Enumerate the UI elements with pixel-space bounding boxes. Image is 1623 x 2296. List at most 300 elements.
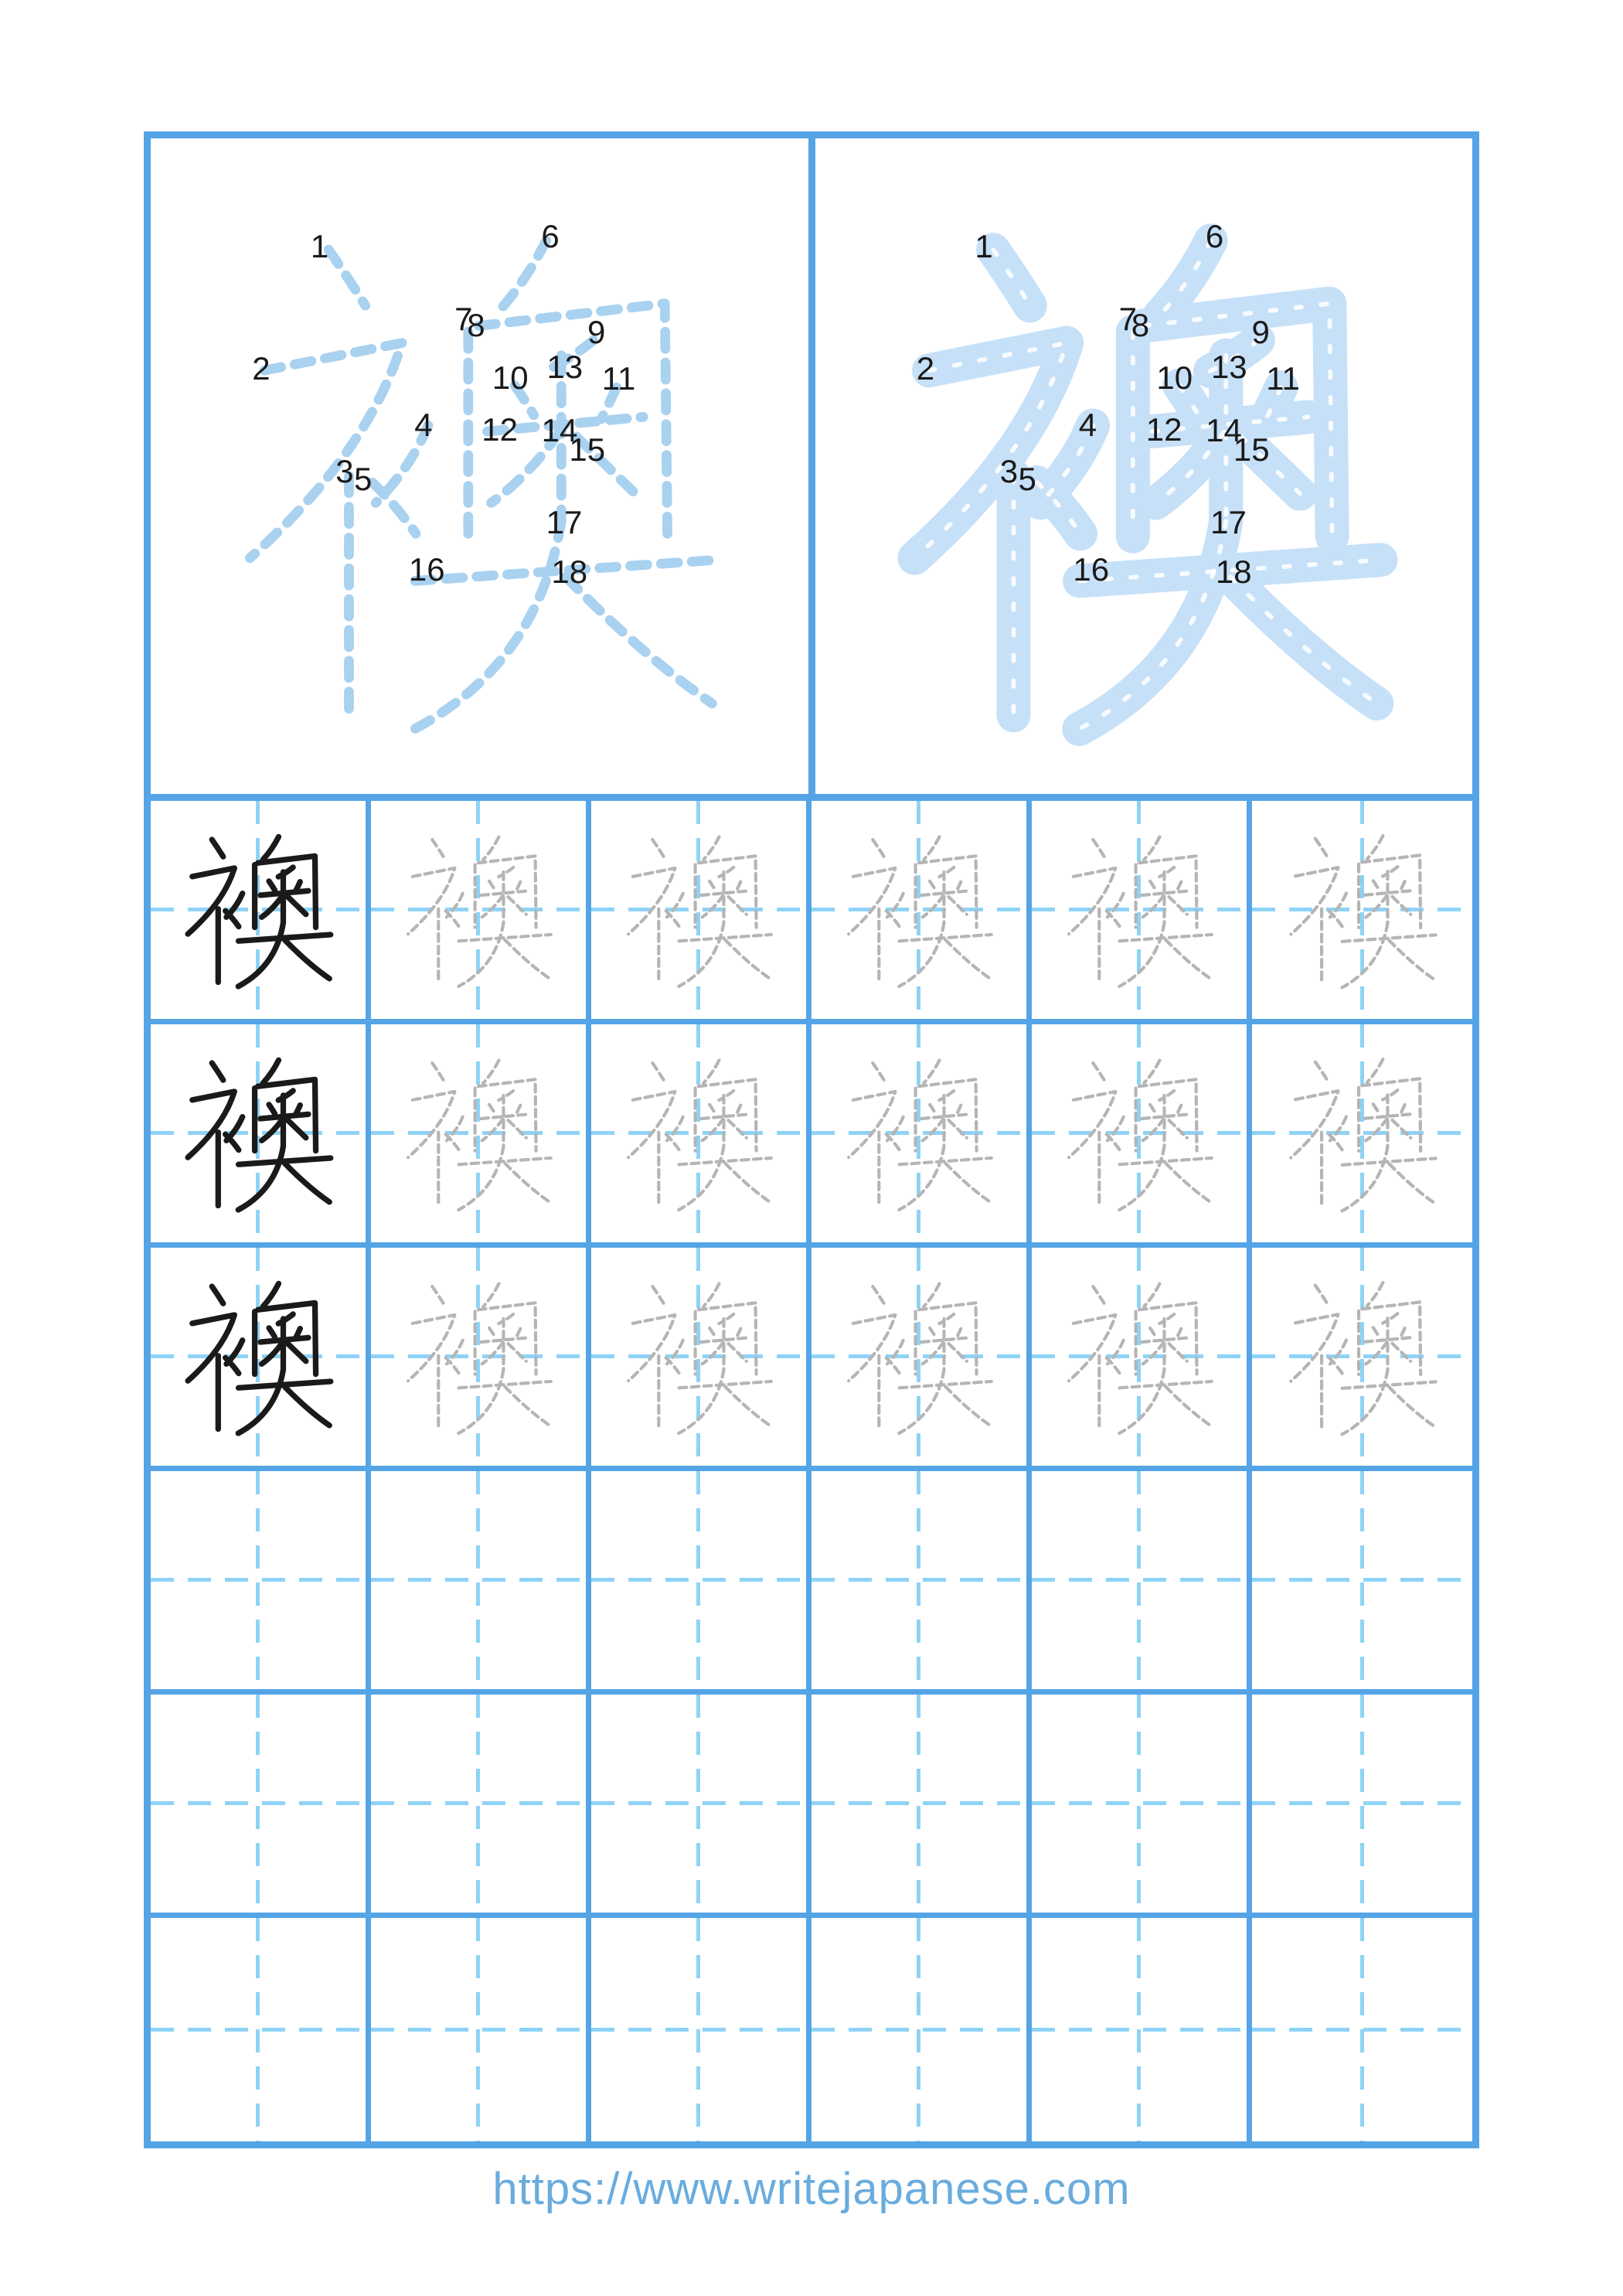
kanji-stroke [849,868,895,934]
kanji-stroke [483,1060,498,1083]
kanji-strokes-trace [591,1024,806,1242]
kanji-stroke [432,840,444,857]
kanji-stroke [939,1091,954,1100]
kanji-stroke [956,1105,961,1115]
stroke-number-14: 14 [1206,412,1242,449]
kanji-stroke [703,1283,719,1306]
kanji-stroke [666,1134,679,1150]
kanji-stroke [446,911,459,926]
kanji-stroke [508,1120,526,1138]
kanji-stroke [1393,1120,1411,1138]
example-kanji-cell [151,1024,371,1248]
kanji-stroke [1093,840,1104,857]
stroke-number-14: 14 [541,412,578,449]
practice-cell [151,1918,371,2141]
kanji-stroke [238,923,283,986]
kanji-stroke [1165,940,1210,979]
kanji-stroke [1366,1342,1387,1364]
kanji-stroke [948,1120,966,1138]
kanji-stroke [886,1358,900,1373]
stroke-number-18: 18 [551,554,588,591]
practice-cell [371,1918,591,2141]
kanji-stroke [849,1092,895,1157]
kanji-stroke [1143,1119,1164,1140]
kanji-stroke [483,836,498,860]
kanji-strokes-trace [812,1024,1026,1242]
kanji-stroke [1393,1344,1411,1361]
kanji-stroke [212,840,223,857]
kanji-stroke [1143,895,1164,917]
kanji-stroke [269,1328,275,1337]
kanji-stroke [269,1105,275,1114]
kanji-stroke [924,1283,939,1306]
stroke-number-11: 11 [1266,360,1300,397]
stroke-number-4: 4 [414,406,433,443]
stroke-number-16: 16 [408,550,445,588]
kanji-stroke [188,868,234,934]
practice-cell [591,1471,812,1695]
kanji-stroke [288,897,305,915]
kanji-stroke [1176,882,1181,891]
practice-cell [1252,1471,1472,1695]
kanji-stroke [1367,836,1383,859]
horizontal-center-guide [1252,1578,1472,1582]
kanji-stroke [736,1329,740,1338]
kanji-stroke [1069,1092,1115,1157]
kanji-stroke [1329,911,1342,927]
stroke-number-9: 9 [1251,314,1270,350]
kanji-stroke [873,840,884,857]
kanji-stroke [515,1105,520,1115]
kanji-stroke [288,1120,305,1138]
kanji-stroke [1069,1315,1115,1381]
horizontal-center-guide [371,2028,586,2032]
kanji-stroke [914,343,1067,558]
kanji-strokes-ink [151,801,366,1019]
trace-kanji-cell [591,1024,812,1248]
horizontal-center-guide [812,2028,1026,2032]
kanji-stroke [728,1120,746,1138]
practice-cell [151,1695,371,1918]
kanji-stroke [652,840,664,857]
kanji-stroke [728,1344,746,1361]
kanji-stroke [1315,1062,1327,1079]
kanji-stroke [703,836,719,860]
kanji-stroke [1366,1119,1387,1140]
kanji-stroke [924,836,939,860]
kanji-stroke [1383,1313,1397,1323]
kanji-stroke [1150,1105,1156,1114]
trace-kanji-cell [591,1248,812,1471]
kanji-stroke [1176,1105,1181,1115]
trace-kanji-cell [1252,801,1472,1024]
kanji-stroke [709,1328,716,1337]
kanji-stroke [284,1387,329,1426]
kanji-stroke [709,881,716,891]
kanji-stroke [1143,1342,1164,1364]
practice-cell [812,1695,1032,1918]
trace-kanji-cell [1032,1248,1252,1471]
kanji-stroke [1393,897,1411,915]
kanji-stroke [505,940,550,979]
stroke-number-5: 5 [354,460,373,497]
kanji-stroke [652,1286,664,1303]
kanji-stroke [432,1286,444,1303]
stroke-number-1: 1 [310,227,329,264]
kanji-stroke [939,1314,954,1323]
kanji-stroke [945,1387,990,1426]
kanji-strokes-ink [151,1248,366,1466]
kanji-stroke [1093,1063,1104,1080]
trace-kanji-cell [1032,1024,1252,1248]
kanji-stroke [498,867,513,877]
kanji-strokes-trace [1252,1024,1472,1242]
stroke-number-2: 2 [916,350,935,387]
kanji-stroke [1169,1120,1186,1138]
kanji-stroke [408,868,454,934]
kanji-stroke [1291,1314,1338,1381]
kanji-stroke [679,923,723,986]
kanji-stroke [495,240,546,315]
kanji-stroke [886,1134,900,1150]
kanji-stroke [1367,1059,1383,1082]
kanji-stroke [1144,1060,1159,1083]
kanji-stroke [924,1060,939,1083]
stroke-number-13: 13 [546,348,584,385]
trace-kanji-cell [371,1248,591,1471]
kanji-stroke [1159,867,1174,877]
horizontal-center-guide [591,1801,806,1805]
kanji-stroke [1373,881,1380,890]
horizontal-center-guide [591,1578,806,1582]
kanji-stroke [446,1134,459,1150]
kanji-stroke [1373,1104,1380,1113]
kanji-stroke [262,895,283,917]
website-url: https://www.writejapanese.com [492,2164,1131,2214]
kanji-stroke [1400,1328,1405,1338]
kanji-strokes-trace [1032,801,1247,1019]
kanji-stroke [628,1092,675,1157]
kanji-stroke [1107,911,1120,926]
kanji-stroke [930,1328,936,1337]
stroke-number-5: 5 [1018,460,1036,497]
kanji-stroke [489,881,495,891]
kanji-stroke [1119,1146,1164,1210]
kanji-stroke [498,1091,513,1100]
kanji-strokes-trace [1252,801,1472,1019]
kanji-stroke [945,940,990,979]
kanji-stroke [482,895,503,917]
stroke-number-9: 9 [587,314,606,350]
kanji-stroke [1389,1387,1434,1426]
kanji-stroke [1400,1105,1405,1115]
kanji-stroke [408,1092,454,1157]
kanji-stroke [508,1344,526,1361]
kanji-stroke [1315,839,1327,856]
stroke-number-12: 12 [1145,411,1182,448]
kanji-stroke [923,1119,944,1140]
trace-kanji-cell [1252,1248,1472,1471]
kanji-stroke [1169,1344,1186,1361]
kanji-stroke [238,1146,283,1210]
stroke-number-10: 10 [492,359,529,396]
stroke-number-10: 10 [1156,359,1193,396]
kanji-stroke [719,1314,733,1323]
kanji-stroke [188,1092,234,1157]
kanji-stroke [1400,881,1405,891]
kanji-stroke [923,895,944,917]
kanji-strokes-trace [591,1248,806,1466]
kanji-stroke [1107,1358,1120,1373]
trace-kanji-cell [812,801,1032,1024]
kanji-stroke [1159,1314,1174,1323]
stroke-number-3: 3 [335,452,354,489]
practice-cell [1032,1471,1252,1695]
kanji-stroke [1342,923,1387,988]
kanji-stroke [508,897,526,915]
practice-cell [371,1471,591,1695]
kanji-stroke [1291,867,1338,934]
practice-cell [812,1471,1032,1695]
kanji-stroke [628,868,675,934]
horizontal-center-guide [151,1801,366,1805]
kanji-stroke [482,1119,503,1140]
kanji-stroke [1366,895,1387,917]
horizontal-center-guide [591,2028,806,2032]
kanji-stroke [703,1342,723,1364]
horizontal-center-guide [1252,2028,1472,2032]
kanji-stroke [948,1344,966,1361]
kanji-stroke [1342,1370,1387,1435]
kanji-stroke [1159,1091,1174,1100]
kanji-stroke [458,1370,503,1433]
practice-cell [591,1695,812,1918]
kanji-stroke [489,1328,495,1337]
kanji-stroke [1144,1283,1159,1306]
kanji-strokes-dash [151,138,808,794]
kanji-stroke [446,1358,459,1373]
stroke-order-diagram-dashed [144,131,815,801]
kanji-stroke [263,1283,278,1306]
kanji-stroke [873,1286,884,1303]
kanji-stroke [930,1105,936,1114]
kanji-stroke [899,1370,944,1433]
stroke-order-diagram-solid [808,131,1480,801]
kanji-stroke [408,1315,454,1381]
kanji-stroke [728,897,746,915]
practice-grid [144,794,1479,2148]
kanji-stroke [948,897,966,915]
kanji-stroke [212,1063,223,1080]
kanji-strokes-trace [1252,1248,1472,1466]
practice-cell [371,1695,591,1918]
horizontal-center-guide [1032,1578,1247,1582]
stroke-number-8: 8 [467,306,485,343]
stroke-number-6: 6 [541,218,560,255]
kanji-strokes-solid [815,138,1473,794]
kanji-strokes-trace [1032,1248,1247,1466]
kanji-stroke [956,882,961,891]
trace-kanji-cell [591,801,812,1024]
kanji-stroke [679,1146,723,1210]
kanji-stroke [1176,1329,1181,1338]
kanji-stroke [939,867,954,877]
stroke-number-15: 15 [1233,431,1270,468]
kanji-stroke [328,250,365,305]
stroke-number-2: 2 [252,350,270,387]
kanji-stroke [886,911,900,926]
kanji-stroke [1373,1327,1380,1337]
kanji-stroke [1383,867,1397,876]
stroke-number-3: 3 [999,452,1019,489]
kanji-stroke [666,911,679,926]
kanji-stroke [284,1163,329,1202]
horizontal-center-guide [1252,1801,1472,1805]
kanji-stroke [873,1063,884,1080]
kanji-stroke [489,1105,495,1114]
stroke-number-16: 16 [1073,550,1110,588]
stroke-number-4: 4 [1078,406,1097,443]
stroke-number-8: 8 [1131,306,1150,343]
kanji-stroke [1165,1387,1210,1426]
kanji-stroke [666,1358,679,1373]
kanji-stroke [269,881,275,891]
kanji-strokes-trace [371,1024,586,1242]
kanji-strokes-ink [151,1024,366,1242]
practice-cell [1032,1695,1252,1918]
kanji-stroke [373,482,416,533]
practice-cell [1252,1695,1472,1918]
stroke-number-17: 17 [1210,503,1247,540]
horizontal-center-guide [371,1578,586,1582]
kanji-stroke [515,1329,520,1338]
kanji-strokes-trace [1032,1024,1247,1242]
kanji-stroke [1342,1146,1387,1211]
kanji-stroke [1150,881,1156,891]
kanji-stroke [725,1163,770,1202]
kanji-stroke [515,882,520,891]
kanji-stroke [1069,868,1115,934]
trace-kanji-cell [371,801,591,1024]
kanji-stroke [923,1342,944,1364]
kanji-stroke [930,881,936,891]
kanji-stroke [703,895,723,917]
kanji-strokes-trace [812,801,1026,1019]
kanji-stroke [458,1146,503,1210]
horizontal-center-guide [371,1801,586,1805]
kanji-stroke [1389,1163,1434,1203]
practice-cell [1032,1918,1252,2141]
kanji-strokes-trace [812,1248,1026,1466]
kanji-stroke [736,882,740,891]
kanji-stroke [703,1060,719,1083]
kanji-stroke [432,1063,444,1080]
kanji-stroke [719,867,733,877]
practice-cell [151,1471,371,1695]
kanji-stroke [212,1286,223,1303]
kanji-stroke [703,1119,723,1140]
kanji-stroke [719,1091,733,1100]
kanji-strokes-trace [371,1248,586,1466]
example-kanji-cell [151,1248,371,1471]
kanji-stroke [288,1344,305,1361]
kanji-strokes-trace [591,801,806,1019]
stroke-number-7: 7 [454,301,473,338]
kanji-stroke [1389,940,1434,979]
kanji-stroke [1169,897,1186,915]
practice-cell [1252,1918,1472,2141]
trace-kanji-cell [812,1248,1032,1471]
stroke-number-15: 15 [569,431,606,468]
horizontal-center-guide [151,2028,366,2032]
kanji-stroke [1119,923,1164,986]
kanji-stroke [262,1119,283,1140]
kanji-stroke [1367,1283,1383,1306]
kanji-stroke [498,1314,513,1323]
kanji-stroke [566,577,712,703]
kanji-stroke [482,1342,503,1364]
kanji-stroke [1315,1286,1327,1303]
kanji-stroke [1150,1328,1156,1337]
kanji-stroke [725,1387,770,1426]
stroke-number-12: 12 [481,411,518,448]
kanji-stroke [1144,836,1159,860]
stroke-number-11: 11 [601,360,636,397]
stroke-number-18: 18 [1215,554,1252,591]
horizontal-center-guide [151,1578,366,1582]
horizontal-center-guide [1032,2028,1247,2032]
worksheet-frame [144,131,1479,2148]
kanji-stroke [263,836,278,860]
kanji-stroke [709,1105,716,1114]
stroke-number-13: 13 [1210,348,1247,385]
trace-kanji-cell [812,1024,1032,1248]
model-boxes-row [144,131,1479,801]
kanji-stroke [1119,1370,1164,1433]
kanji-stroke [1329,1358,1342,1374]
kanji-stroke [238,1370,283,1433]
stroke-number-6: 6 [1205,218,1224,255]
kanji-stroke [899,1146,944,1210]
kanji-stroke [849,1315,895,1381]
kanji-stroke [483,1283,498,1306]
kanji-stroke [1383,1090,1397,1099]
kanji-stroke [956,1329,961,1338]
kanji-stroke [652,1063,664,1080]
kanji-stroke [188,1315,234,1381]
kanji-stroke [250,343,402,558]
trace-kanji-cell [1032,801,1252,1024]
kanji-stroke [736,1105,740,1115]
kanji-stroke [262,1342,283,1364]
horizontal-center-guide [812,1578,1026,1582]
practice-cell [812,1918,1032,2141]
kanji-stroke [284,940,329,979]
kanji-stroke [1329,1134,1342,1150]
kanji-stroke [725,940,770,979]
kanji-stroke [1107,1134,1120,1150]
horizontal-center-guide [812,1801,1026,1805]
kanji-strokes-trace [371,801,586,1019]
trace-kanji-cell [1252,1024,1472,1248]
kanji-stroke [628,1315,675,1381]
stroke-number-1: 1 [975,227,993,264]
kanji-stroke [1291,1091,1338,1157]
kanji-stroke [679,1370,723,1433]
kanji-stroke [505,1387,550,1426]
horizontal-center-guide [1032,1801,1247,1805]
kanji-stroke [945,1163,990,1202]
